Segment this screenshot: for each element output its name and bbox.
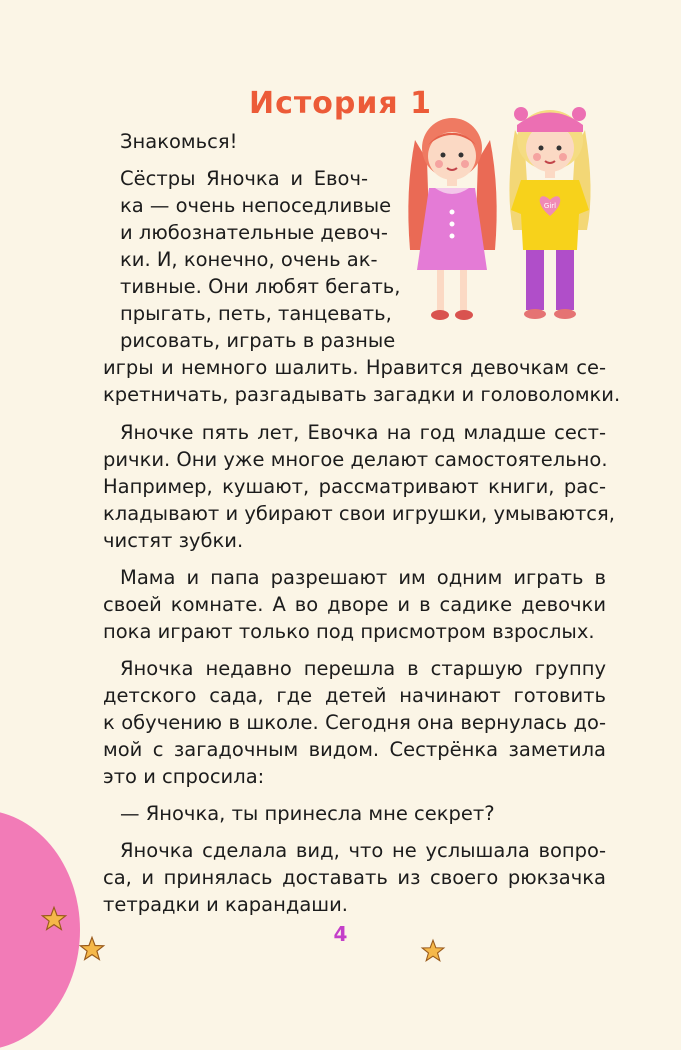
text-line: тетрадки и карандаши.	[103, 893, 348, 916]
text-line: ка — очень непоседливые	[120, 194, 392, 217]
text-line: пока играют только под присмотром взрослых.	[103, 620, 595, 643]
page-number: 4	[333, 922, 348, 946]
text-line: рисовать, играть в разные	[120, 329, 396, 352]
text-line: мой с загадочным видом. Сестрёнка заметила	[103, 738, 606, 761]
text-line: игры и немного шалить. Нравится девочкам се-	[103, 356, 606, 379]
story-title: История 1	[249, 86, 432, 121]
text-line: — Яночка, ты принесла мне секрет?	[120, 802, 495, 825]
text-line: кладывают и убирают свои игрушки, умываются,	[103, 502, 615, 525]
shirt-text: Girl	[543, 202, 557, 210]
text-line: тивные. Они любят бегать,	[120, 275, 401, 298]
text-line: своей комнате. А во дворе и в садике девочки	[103, 593, 606, 616]
text-line: Яночка недавно перешла в старшую группу	[120, 657, 606, 680]
text-line: Яночке пять лет, Евочка на год младше сест-	[120, 421, 606, 444]
text-line: кретничать, разгадывать загадки и головоломки.	[103, 383, 621, 406]
text-line: ки. И, конечно, очень ак-	[120, 248, 378, 271]
girl-yanochka	[408, 118, 496, 320]
text-line: рички. Они уже многое делают самостоятельно.	[103, 448, 608, 471]
text-line: чистят зубки.	[103, 529, 244, 552]
text-line: это и спросила:	[103, 765, 265, 788]
text-line: Яночка сделала вид, что не услышала вопро-	[120, 839, 606, 862]
text-line: са, и принялась доставать из своего рюкзачка	[103, 866, 606, 889]
text-line: детского сада, где детей начинают готовить	[103, 684, 606, 707]
text-line: и любознательные девоч-	[120, 221, 388, 244]
text-line: Мама и папа разрешают им одним играть в	[120, 566, 606, 589]
text-line: к обучению в школе. Сегодня она вернулась до-	[103, 711, 606, 734]
text-line: Знакомься!	[120, 130, 238, 153]
text-line: Например, кушают, рассматривают книги, рас-	[103, 475, 606, 498]
text-line: прыгать, петь, танцевать,	[120, 302, 392, 325]
girl-evochka	[509, 107, 590, 319]
two-girls-illustration	[395, 100, 605, 335]
text-line: Сёстры Яночка и Евоч-	[120, 167, 368, 190]
